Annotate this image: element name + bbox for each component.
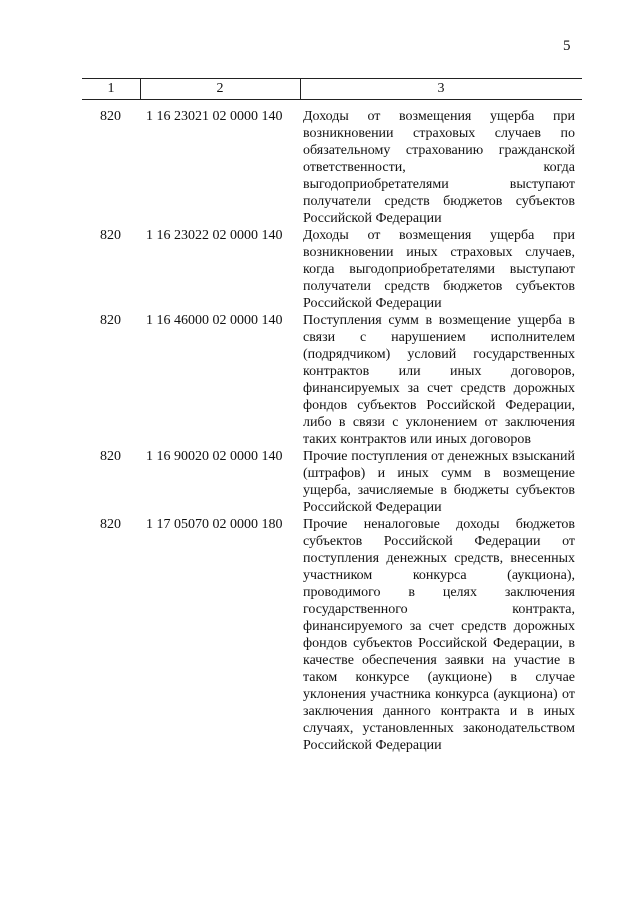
budget-classification-code: 1 16 46000 02 0000 140 <box>146 313 283 328</box>
header-col-3: 3 <box>437 81 445 96</box>
income-description: Прочие неналоговые доходы бюджетов субъектов Российской Федерации от поступления денежных средств, внесенных участником конкурса (аукциона), проводимого в целях заключения государственного контракта, финансируемого за счет средств дорожных фондов субъектов Российской Федерации, в качестве обеспечения заявки на участие в таком конкурсе (аукционе) в случае уклонения участника конкурса (аукциона) от заключения данного контракта и в иных случаях, установленных законодательством Российской Федерации <box>303 517 575 753</box>
admin-code: 820 <box>100 517 121 532</box>
table-row <box>82 108 582 227</box>
income-description: Прочие поступления от денежных взысканий (штрафов) и иных сумм в возмещение ущерба, зачисляемые в бюджеты субъектов Российской Федерации <box>303 449 575 515</box>
table-row <box>82 448 582 516</box>
table-body <box>82 108 582 754</box>
table-row <box>82 312 582 448</box>
admin-code: 820 <box>100 449 121 464</box>
income-description: Доходы от возмещения ущерба при возникновении иных страховых случаев, когда выгодоприобретателями выступают получатели средств бюджетов субъектов Российской Федерации <box>303 228 575 311</box>
header-col-1: 1 <box>107 81 115 96</box>
table-header <box>82 78 582 100</box>
budget-classification-code: 1 17 05070 02 0000 180 <box>146 517 283 532</box>
income-description: Поступления сумм в возмещение ущерба в связи с нарушением исполнителем (подрядчиком) условий государственных контрактов или иных договоров, финансируемых за счет средств дорожных фондов субъектов Российской Федерации, либо в связи с уклонением от заключения таких контрактов или иных договоров <box>303 313 575 447</box>
budget-classification-code: 1 16 23022 02 0000 140 <box>146 228 283 243</box>
admin-code: 820 <box>100 109 121 124</box>
budget-classification-code: 1 16 23021 02 0000 140 <box>146 109 283 124</box>
admin-code: 820 <box>100 228 121 243</box>
admin-code: 820 <box>100 313 121 328</box>
table-row <box>82 516 582 754</box>
page-number: 5 <box>563 38 571 54</box>
header-col-2: 2 <box>216 81 224 96</box>
income-description: Доходы от возмещения ущерба при возникновении страховых случаев по обязательному страхованию гражданской ответственности, когда выгодоприобретателями выступают получатели средств бюджетов субъектов Российской Федерации <box>303 109 575 226</box>
table-row <box>82 227 582 312</box>
budget-classification-code: 1 16 90020 02 0000 140 <box>146 449 283 464</box>
